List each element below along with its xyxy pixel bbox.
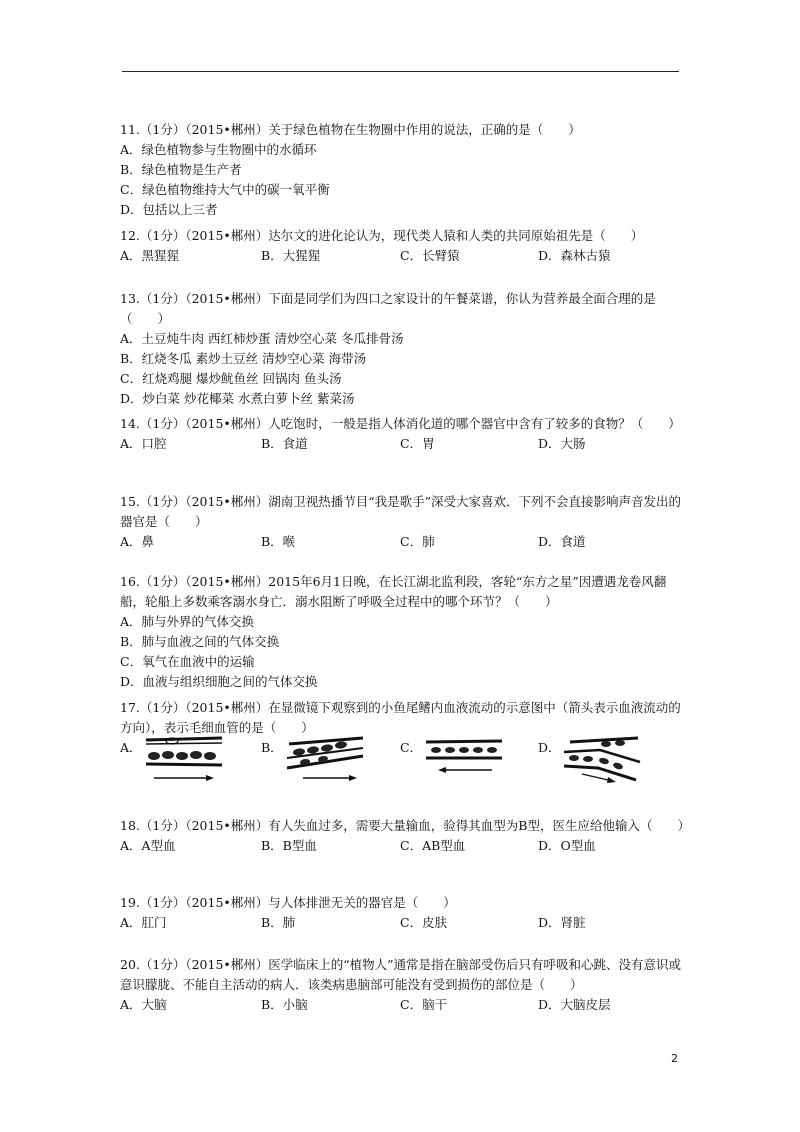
question-stem: 19.（1分）（2015•郴州）与人体排泄无关的器官是（ ） xyxy=(120,895,456,910)
option-a: A．绿色植物参与生物圈中的水循环 xyxy=(120,142,317,157)
question-15 xyxy=(120,492,690,552)
option-label: D． xyxy=(538,740,561,755)
option-a: A．肛门 xyxy=(120,915,167,930)
blood-vessel-diagram-a xyxy=(142,734,224,788)
option-b: B．喉 xyxy=(261,534,296,549)
question-stem: 13.（1分）（2015•郴州）下面是同学们为四口之家设计的午餐菜谱，你认为营养最全面合理的是（ ） xyxy=(120,291,656,326)
option-c: C．皮肤 xyxy=(400,915,448,930)
option-b: B．食道 xyxy=(261,436,308,451)
blood-vessel-diagram-c xyxy=(422,734,504,788)
question-13 xyxy=(120,289,690,409)
page-number: 2 xyxy=(671,1052,678,1065)
question-stem: 18.（1分）（2015•郴州）有人失血过多，需要大量输血，验得其血型为B型，医生应给他输入（ ） xyxy=(120,818,690,833)
option-d: D．O型血 xyxy=(538,838,596,853)
blood-vessel-diagram-b xyxy=(283,734,365,788)
option-a: A．肺与外界的气体交换 xyxy=(120,614,255,629)
option-label: C． xyxy=(400,740,423,755)
option-d: D．大脑皮层 xyxy=(538,997,611,1012)
question-14 xyxy=(120,414,690,454)
option-b: B．肺 xyxy=(261,915,296,930)
question-stem: 14.（1分）（2015•郴州）人吃饱时，一般是指人体消化道的哪个器官中含有了较多的食物？（ ） xyxy=(120,416,681,431)
option-c: C．肺 xyxy=(400,534,435,549)
option-c: C．胃 xyxy=(400,436,435,451)
blood-vessel-diagram-d xyxy=(560,734,642,788)
question-12 xyxy=(120,226,690,266)
question-stem: 16.（1分）（2015•郴州）2015年6月1日晚，在长江湖北监利段，客轮“东方之星”因遭遇龙卷风翻船，轮船上多数乘客溺水身亡．溺水阻断了呼吸全过程中的哪个环节？（ ） xyxy=(120,574,667,609)
question-stem: 11.（1分）（2015•郴州）关于绿色植物在生物圈中作用的说法，正确的是（ ） xyxy=(120,122,581,137)
option-d: D．食道 xyxy=(538,534,586,549)
option-a: A．土豆炖牛肉 西红柿炒蛋 清炒空心菜 冬瓜排骨汤 xyxy=(120,331,404,346)
option-a: A．大脑 xyxy=(120,997,167,1012)
option-b: B．肺与血液之间的气体交换 xyxy=(120,634,280,649)
question-stem: 15.（1分）（2015•郴州）湖南卫视热播节目“我是歌手”深受大家喜欢．下列不会直接影响声音发出的器官是（ ） xyxy=(120,494,682,529)
question-11 xyxy=(120,120,690,220)
question-stem: 12.（1分）（2015•郴州）达尔文的进化论认为，现代类人猿和人类的共同原始祖先是（ ） xyxy=(120,228,644,243)
question-stem: 20.（1分）（2015•郴州）医学临床上的“植物人”通常是指在脑部受伤后只有呼吸和心跳、没有意识或意识朦胧、不能自主活动的病人．该类病患脑部可能没有受到损伤的部位是（ ） xyxy=(120,957,682,992)
option-c: C．AB型血 xyxy=(400,838,466,853)
option-a: A．鼻 xyxy=(120,534,155,549)
option-a: A．黑猩猩 xyxy=(120,248,180,263)
option-label: B． xyxy=(261,740,283,755)
option-b: B．大猩猩 xyxy=(261,248,321,263)
option-b: B．绿色植物是生产者 xyxy=(120,162,242,177)
option-c: C．脑干 xyxy=(400,997,448,1012)
option-a: A．A型血 xyxy=(120,838,176,853)
option-c: C．氧气在血液中的运输 xyxy=(120,654,255,669)
option-d: D．森林古猿 xyxy=(538,248,611,263)
option-d: D．肾脏 xyxy=(538,915,586,930)
option-d: D．包括以上三者 xyxy=(120,202,218,217)
option-d: D．血液与组织细胞之间的气体交换 xyxy=(120,674,318,689)
option-c: C．长臂猿 xyxy=(400,248,460,263)
header-rule xyxy=(122,71,679,72)
question-16 xyxy=(120,572,690,692)
option-d: D．炒白菜 炒花椰菜 水煮白萝卜丝 紫菜汤 xyxy=(120,391,355,406)
option-d: D．大肠 xyxy=(538,436,586,451)
option-label: A． xyxy=(120,740,142,755)
option-c: C．红烧鸡腿 爆炒鱿鱼丝 回锅肉 鱼头汤 xyxy=(120,371,342,386)
option-b: B．红烧冬瓜 素炒土豆丝 清炒空心菜 海带汤 xyxy=(120,351,367,366)
question-stem: 17.（1分）（2015•郴州）在显微镜下观察到的小鱼尾鳍内血液流动的示意图中（箭头表示血液流动的方向），表示毛细血管的是（ ） xyxy=(120,700,681,735)
option-a: A．口腔 xyxy=(120,436,167,451)
question-18 xyxy=(120,816,690,856)
question-17 xyxy=(120,698,690,788)
option-b: B．小脑 xyxy=(261,997,308,1012)
option-c: C．绿色植物维持大气中的碳一氧平衡 xyxy=(120,182,330,197)
question-19 xyxy=(120,893,690,933)
option-b: B．B型血 xyxy=(261,838,317,853)
question-20 xyxy=(120,955,690,1015)
